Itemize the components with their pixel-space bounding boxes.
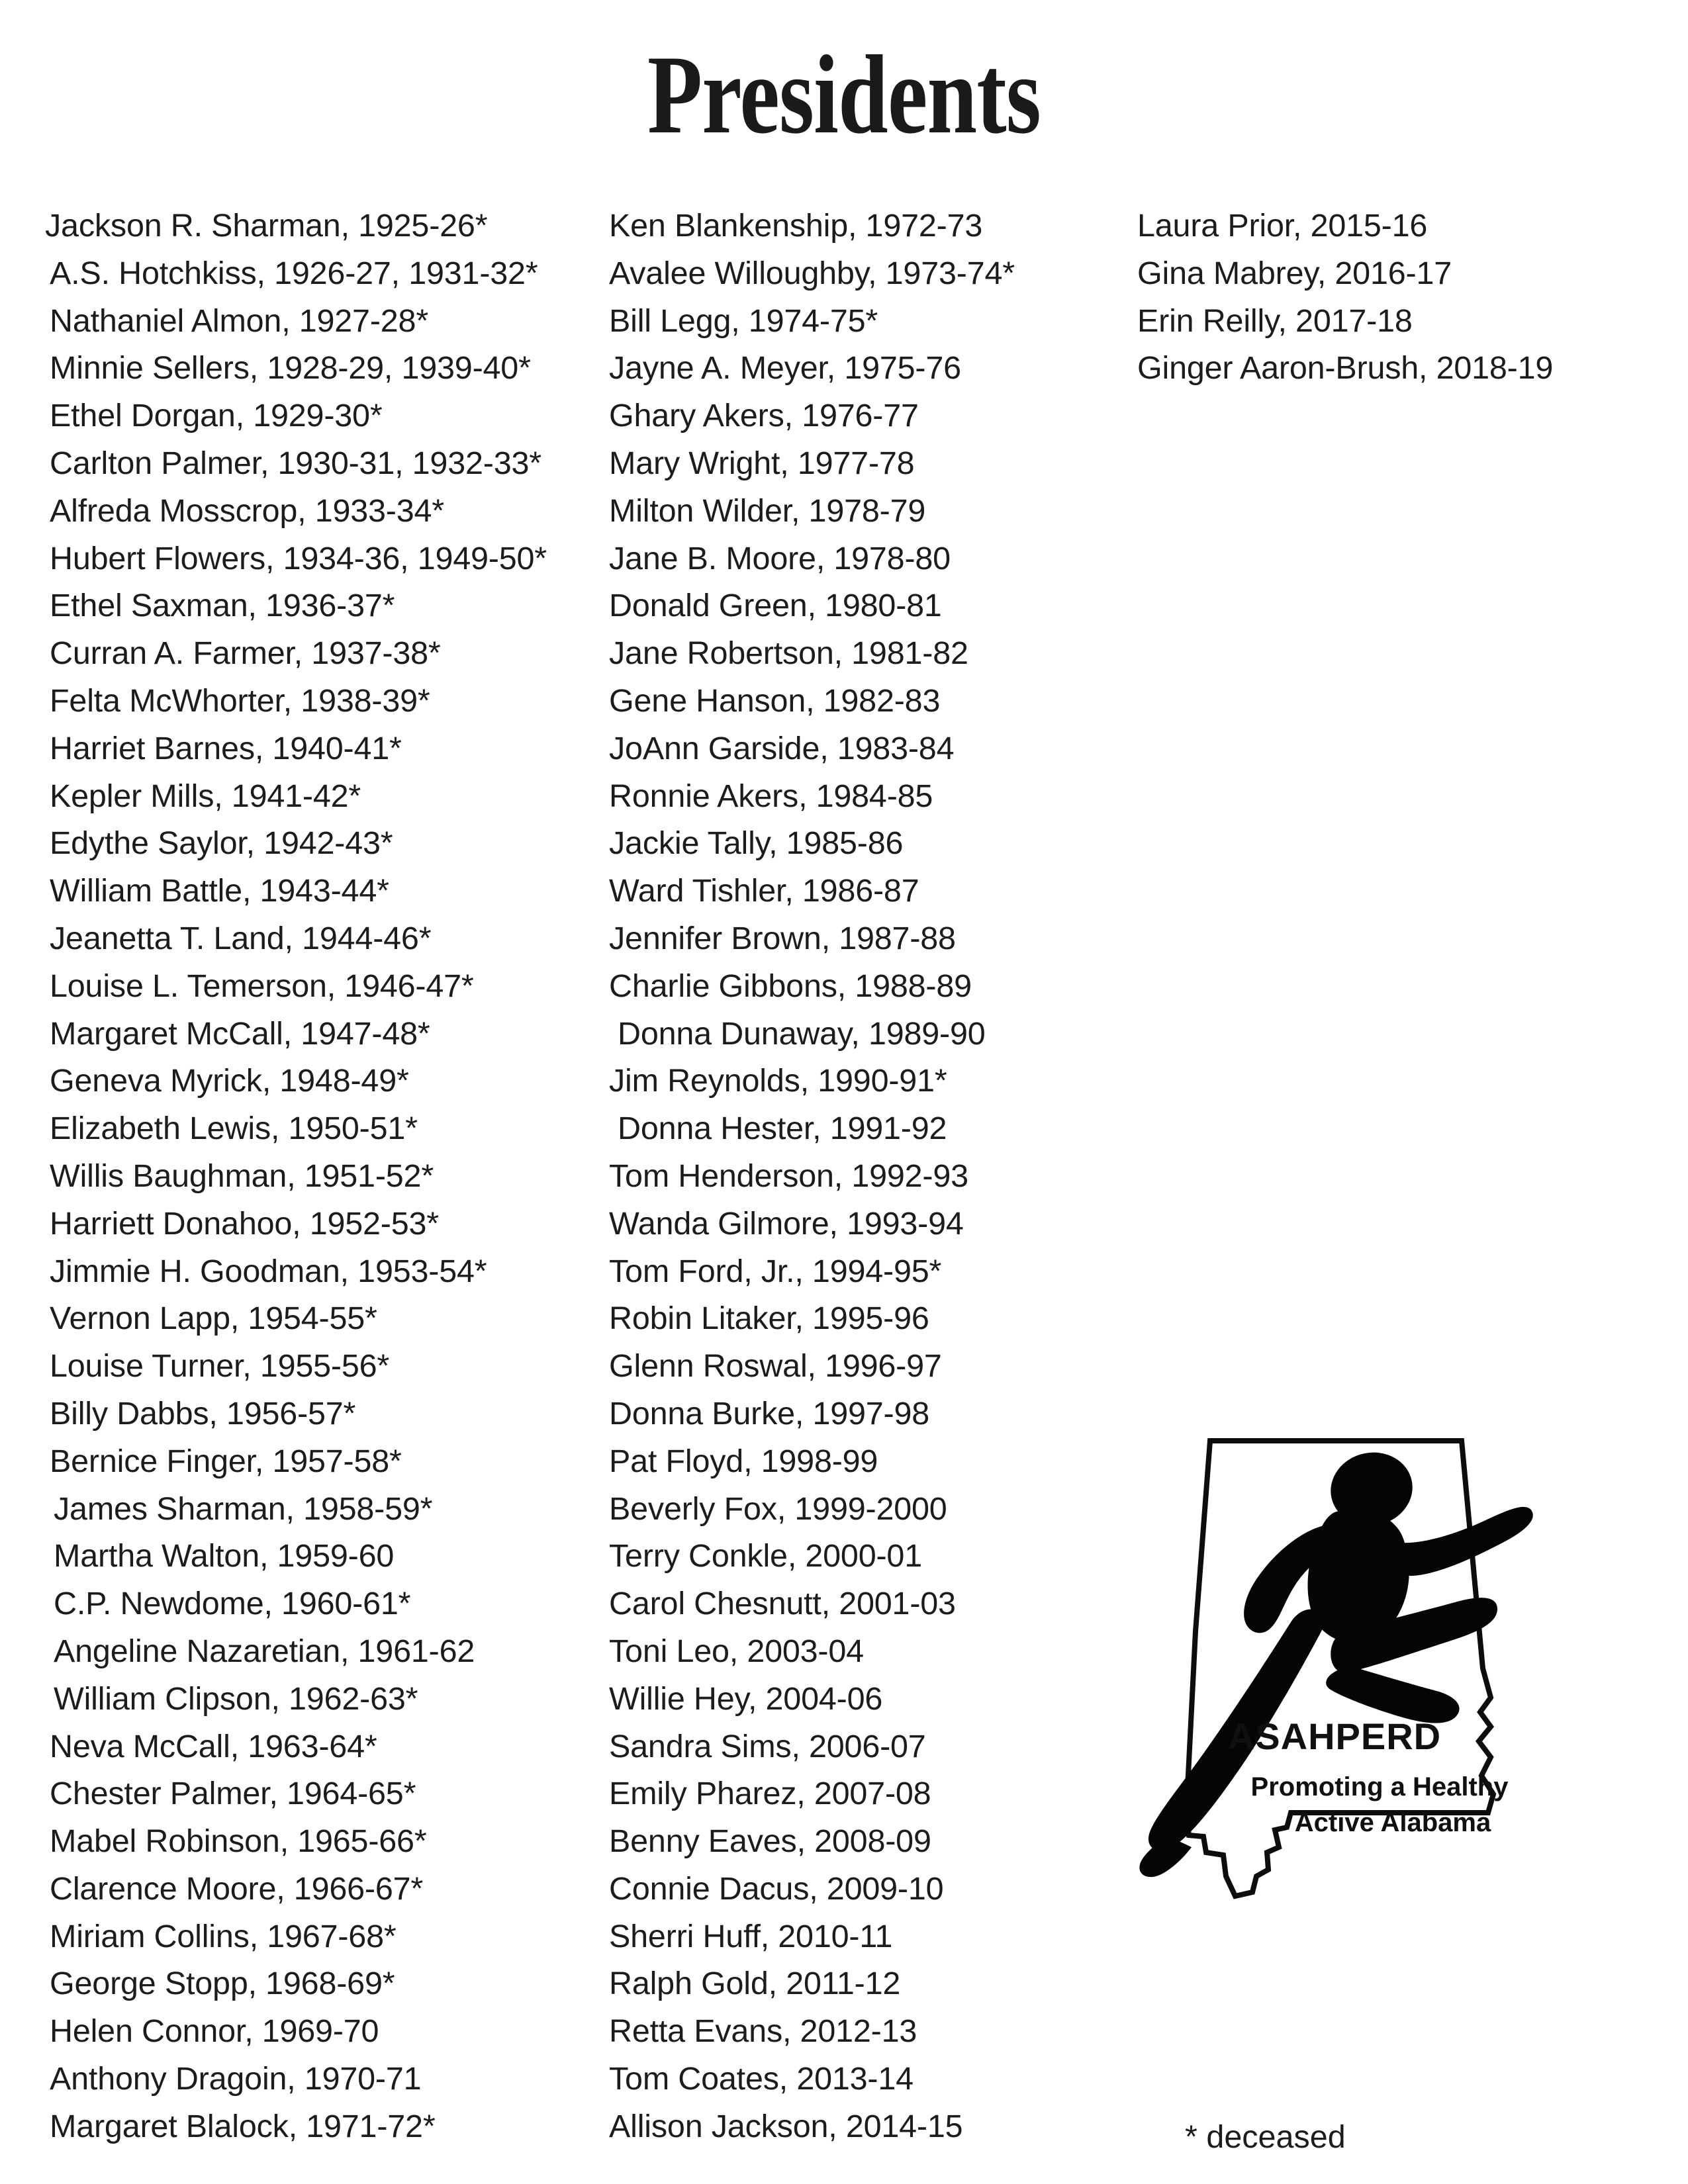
president-entry: Felta McWhorter, 1938-39* [50,682,430,719]
president-entry: Ronnie Akers, 1984-85 [609,778,933,814]
president-entry: Connie Dacus, 2009-10 [609,1870,944,1907]
president-entry: Toni Leo, 2003-04 [609,1633,864,1669]
president-entry: Terry Conkle, 2000-01 [609,1538,922,1574]
president-entry: Jackie Tally, 1985-86 [609,825,904,862]
president-entry: William Clipson, 1962-63* [54,1680,418,1717]
president-entry: Miriam Collins, 1967-68* [50,1918,397,1954]
president-entry: Louise Turner, 1955-56* [50,1348,390,1385]
logo-tagline-line-1: Promoting a Healthy [1250,1772,1509,1801]
president-entry: Jimmie H. Goodman, 1953-54* [50,1253,487,1289]
asahperd-logo [1125,1413,1536,1936]
president-entry: Beverly Fox, 1999-2000 [609,1490,947,1527]
president-entry: Carol Chesnutt, 2001-03 [609,1586,956,1622]
president-entry: C.P. Newdome, 1960-61* [54,1586,411,1622]
president-entry: Laura Prior, 2015-16 [1137,208,1428,244]
president-entry: JoAnn Garside, 1983-84 [609,730,955,766]
deceased-footnote: * deceased [1185,2119,1346,2155]
president-entry: Jayne A. Meyer, 1975-76 [609,350,961,387]
president-entry: Carlton Palmer, 1930-31, 1932-33* [50,445,541,481]
president-entry: Angeline Nazaretian, 1961-62 [54,1633,475,1669]
president-entry: Sherri Huff, 2010-11 [609,1918,893,1954]
president-entry: Jane Robertson, 1981-82 [609,635,968,672]
logo-org-name: ASAHPERD [1227,1715,1442,1757]
president-entry: Margaret Blalock, 1971-72* [50,2108,436,2144]
president-entry: Willie Hey, 2004-06 [609,1680,883,1717]
asahperd-logo-graphic [1125,1413,1536,1936]
president-entry: Martha Walton, 1959-60 [54,1538,395,1574]
president-entry: Retta Evans, 2012-13 [609,2013,917,2050]
president-entry: Ethel Dorgan, 1929-30* [50,398,383,434]
president-entry: Tom Coates, 2013-14 [609,2061,914,2097]
page-title: Presidents [647,32,1041,157]
president-entry: Wanda Gilmore, 1993-94 [609,1205,964,1242]
president-entry: Billy Dabbs, 1956-57* [50,1395,356,1432]
president-entry: Ghary Akers, 1976-77 [609,398,919,434]
president-entry: Donna Burke, 1997-98 [609,1395,930,1432]
president-entry: Pat Floyd, 1998-99 [609,1443,878,1479]
presidents-column-2 [609,203,1112,2151]
president-entry: Neva McCall, 1963-64* [50,1728,377,1764]
president-entry: Ken Blankenship, 1972-73 [609,208,983,244]
president-entry: Emily Pharez, 2007-08 [609,1776,931,1812]
president-entry: Glenn Roswal, 1996-97 [609,1348,942,1385]
president-entry: Jane B. Moore, 1978-80 [609,540,951,576]
president-entry: Ethel Saxman, 1936-37* [50,588,395,624]
president-entry: Tom Henderson, 1992-93 [609,1158,968,1194]
president-entry: Jim Reynolds, 1990-91* [609,1063,947,1099]
president-entry: Erin Reilly, 2017-18 [1137,302,1413,339]
president-entry: William Battle, 1943-44* [50,873,389,909]
president-entry: Allison Jackson, 2014-15 [609,2108,963,2144]
president-entry: Jennifer Brown, 1987-88 [609,920,956,956]
president-entry: Anthony Dragoin, 1970-71 [50,2061,422,2097]
president-entry: Margaret McCall, 1947-48* [50,1015,430,1052]
president-entry: Hubert Flowers, 1934-36, 1949-50* [50,540,547,576]
presidents-column-3 [1137,203,1640,392]
president-entry: Mary Wright, 1977-78 [609,445,915,481]
president-entry: Gina Mabrey, 2016-17 [1137,255,1452,291]
presidents-column-1 [45,203,601,2151]
president-entry: George Stopp, 1968-69* [50,1966,395,2002]
president-entry: Curran A. Farmer, 1937-38* [50,635,441,672]
president-entry: Benny Eaves, 2008-09 [609,1823,931,1860]
president-entry: Sandra Sims, 2006-07 [609,1728,926,1764]
president-entry: Ginger Aaron-Brush, 2018-19 [1137,350,1554,387]
president-entry: Helen Connor, 1969-70 [50,2013,379,2050]
president-entry: Nathaniel Almon, 1927-28* [50,302,429,339]
president-entry: Geneva Myrick, 1948-49* [50,1063,409,1099]
president-entry: Charlie Gibbons, 1988-89 [609,968,972,1004]
president-entry: Donna Dunaway, 1989-90 [618,1015,986,1052]
president-entry: Avalee Willoughby, 1973-74* [609,255,1015,291]
president-entry: Chester Palmer, 1964-65* [50,1776,416,1812]
president-entry: Clarence Moore, 1966-67* [50,1870,424,1907]
president-entry: A.S. Hotchkiss, 1926-27, 1931-32* [50,255,538,291]
president-entry: Vernon Lapp, 1954-55* [50,1300,377,1337]
president-entry: Bernice Finger, 1957-58* [50,1443,402,1479]
president-entry: Harriett Donahoo, 1952-53* [50,1205,439,1242]
logo-tagline-line-2: Active Alabama [1294,1808,1491,1837]
president-entry: Robin Litaker, 1995-96 [609,1300,929,1337]
president-entry: Donna Hester, 1991-92 [618,1111,947,1147]
president-entry: Milton Wilder, 1978-79 [609,492,926,529]
president-entry: James Sharman, 1958-59* [54,1490,433,1527]
president-entry: Kepler Mills, 1941-42* [50,778,361,814]
president-entry: Harriet Barnes, 1940-41* [50,730,402,766]
president-entry: Edythe Saylor, 1942-43* [50,825,393,862]
president-entry: Jeanetta T. Land, 1944-46* [50,920,432,956]
president-entry: Elizabeth Lewis, 1950-51* [50,1111,418,1147]
president-entry: Minnie Sellers, 1928-29, 1939-40* [50,350,531,387]
president-entry: Jackson R. Sharman, 1925-26* [45,208,488,244]
president-entry: Willis Baughman, 1951-52* [50,1158,434,1194]
president-entry: Mabel Robinson, 1965-66* [50,1823,427,1860]
president-entry: Donald Green, 1980-81 [609,588,942,624]
president-entry: Ward Tishler, 1986-87 [609,873,919,909]
president-entry: Tom Ford, Jr., 1994-95* [609,1253,942,1289]
president-entry: Gene Hanson, 1982-83 [609,682,941,719]
president-entry: Ralph Gold, 2011-12 [609,1966,901,2002]
president-entry: Louise L. Temerson, 1946-47* [50,968,474,1004]
president-entry: Alfreda Mosscrop, 1933-34* [50,492,444,529]
president-entry: Bill Legg, 1974-75* [609,302,878,339]
